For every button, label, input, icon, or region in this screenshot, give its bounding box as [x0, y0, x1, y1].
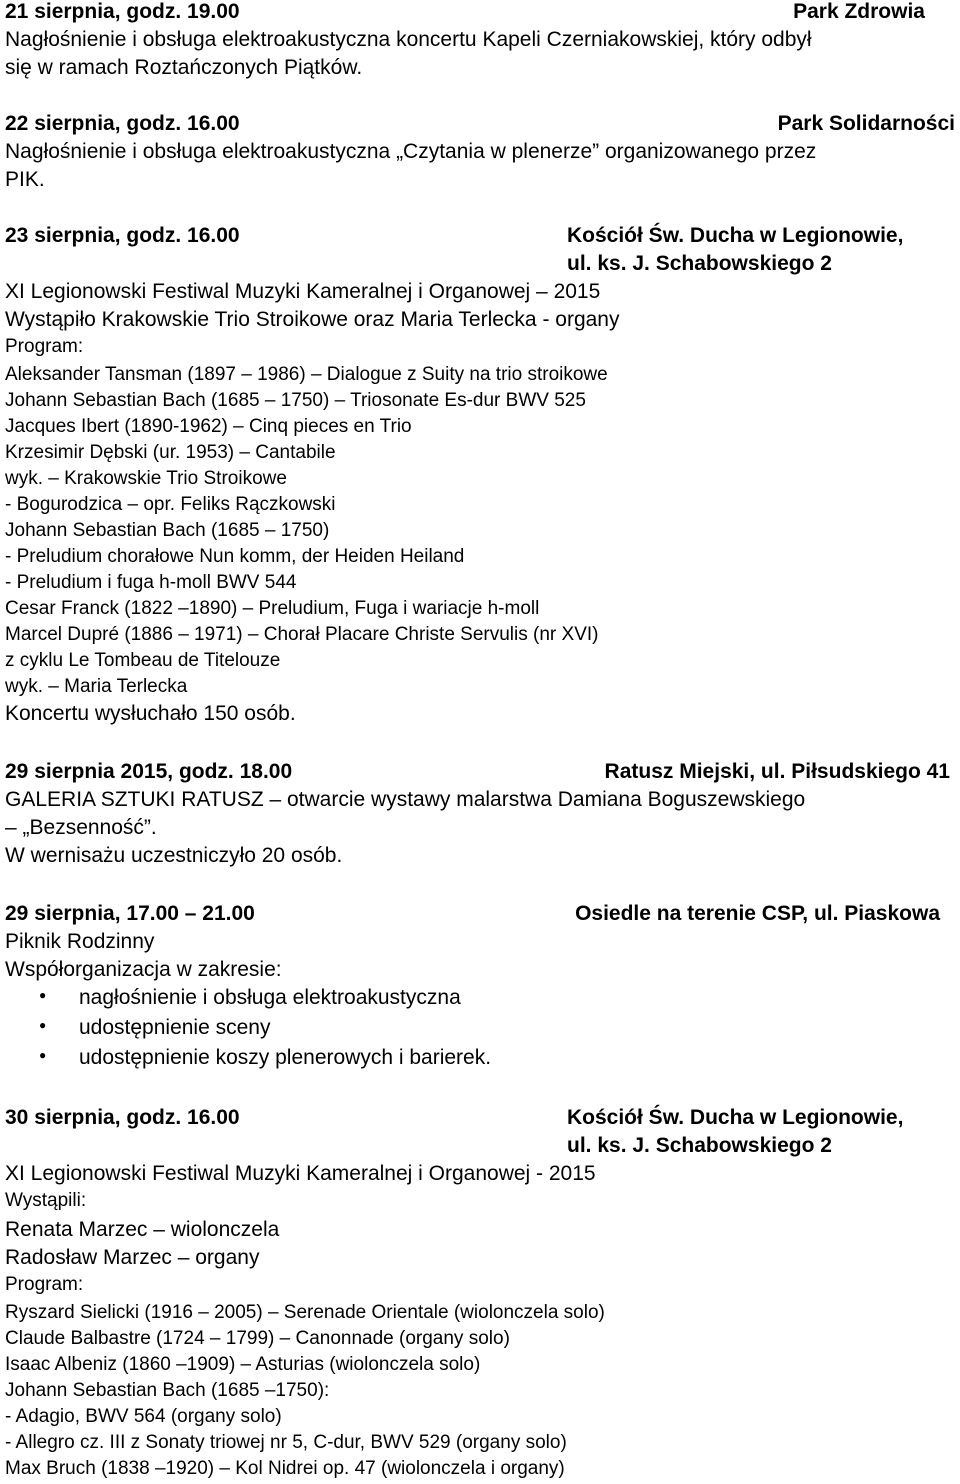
event-description: – „Bezsenność”.: [5, 816, 157, 839]
event-29-aug-gallery: [5, 760, 955, 872]
document-page: [5, 0, 955, 1484]
scope-label: Współorganizacja w zakresie:: [5, 958, 282, 981]
program-item: Marcel Dupré (1886 – 1971) – Chorał Placare Christe Servulis (nr XVI): [5, 624, 599, 645]
festival-name: XI Legionowski Festiwal Muzyki Kameralnej i Organowej – 2015: [5, 280, 601, 303]
event-date: 29 sierpnia 2015, godz. 18.00: [5, 760, 293, 783]
event-place: Kościół Św. Ducha w Legionowie,: [567, 1106, 904, 1129]
program-item: Ryszard Sielicki (1916 – 2005) – Serenade Orientale (wiolonczela solo): [5, 1302, 605, 1323]
performer: Radosław Marzec – organy: [5, 1246, 260, 1269]
program-item: Johann Sebastian Bach (1685 – 1750): [5, 520, 330, 541]
program-item: wyk. – Krakowskie Trio Stroikowe: [5, 468, 287, 489]
event-date: 22 sierpnia, godz. 16.00: [5, 112, 240, 135]
event-21-aug: [5, 0, 955, 84]
event-place: Park Zdrowia: [793, 0, 925, 23]
program-item: Isaac Albeniz (1860 –1909) – Asturias (wiolonczela solo): [5, 1354, 481, 1375]
program-item: Aleksander Tansman (1897 – 1986) – Dialogue z Suity na trio stroikowe: [5, 364, 608, 385]
event-title: Piknik Rodzinny: [5, 930, 155, 953]
list-item: ● udostępnienie sceny: [5, 1016, 955, 1046]
event-place: Park Solidarności: [777, 112, 955, 135]
event-description: Nagłośnienie i obsługa elektroakustyczna koncertu Kapeli Czerniakowskiej, który odbył: [5, 28, 812, 51]
event-date: 23 sierpnia, godz. 16.00: [5, 224, 240, 247]
program-item: - Preludium i fuga h-moll BWV 544: [5, 572, 297, 593]
program-label: Program:: [5, 336, 84, 357]
event-description: PIK.: [5, 168, 45, 191]
program-item: Max Bruch (1838 –1920) – Kol Nidrei op. 47 (wiolonczela i organy): [5, 1458, 565, 1479]
program-item: Johann Sebastian Bach (1685 –1750):: [5, 1380, 330, 1401]
event-place: Ratusz Miejski, ul. Piłsudskiego 41: [604, 760, 950, 783]
program-item: Jacques Ibert (1890-1962) – Cinq pieces en Trio: [5, 416, 412, 437]
program-item: wyk. – Maria Terlecka: [5, 676, 188, 697]
program-item: Claude Balbastre (1724 – 1799) – Canonnade (organy solo): [5, 1328, 510, 1349]
program-item: - Preludium chorałowe Nun komm, der Heiden Heiland: [5, 546, 465, 567]
festival-name: XI Legionowski Festiwal Muzyki Kameralnej i Organowej - 2015: [5, 1162, 596, 1185]
event-place: Kościół Św. Ducha w Legionowie,: [567, 224, 904, 247]
performers-label: Wystąpili:: [5, 1190, 87, 1211]
performer: Renata Marzec – wiolonczela: [5, 1218, 280, 1241]
event-address: ul. ks. J. Schabowskiego 2: [567, 1134, 832, 1157]
event-22-aug: [5, 112, 955, 196]
attendance: Koncertu wysłuchało 150 osób.: [5, 702, 296, 725]
event-date: 29 sierpnia, 17.00 – 21.00: [5, 902, 255, 925]
event-description: Nagłośnienie i obsługa elektroakustyczna „Czytania w plenerze” organizowanego przez: [5, 140, 817, 163]
program-item: - Adagio, BWV 564 (organy solo): [5, 1406, 282, 1427]
program-item: Krzesimir Dębski (ur. 1953) – Cantabile: [5, 442, 336, 463]
event-date: 21 sierpnia, godz. 19.00: [5, 0, 240, 23]
list-item: ● nagłośnienie i obsługa elektroakustyczna: [5, 986, 955, 1016]
event-29-aug-picnic: [5, 902, 955, 1076]
attendance: W wernisażu uczestniczyło 20 osób.: [5, 844, 343, 867]
event-description: się w ramach Roztańczonych Piątków.: [5, 56, 363, 79]
event-description: GALERIA SZTUKI RATUSZ – otwarcie wystawy malarstwa Damiana Boguszewskiego: [5, 788, 806, 811]
program-item: - Allegro cz. III z Sonaty triowej nr 5, C-dur, BWV 529 (organy solo): [5, 1432, 567, 1453]
program-item: - Bogurodzica – opr. Feliks Rączkowski: [5, 494, 336, 515]
event-23-aug: [5, 224, 955, 730]
event-date: 30 sierpnia, godz. 16.00: [5, 1106, 240, 1129]
program-label: Program:: [5, 1274, 84, 1295]
program-item: z cyklu Le Tombeau de Titelouze: [5, 650, 281, 671]
event-place: Osiedle na terenie CSP, ul. Piaskowa: [575, 902, 940, 925]
event-address: ul. ks. J. Schabowskiego 2: [567, 252, 832, 275]
program-item: Cesar Franck (1822 –1890) – Preludium, Fuga i wariacje h-moll: [5, 598, 540, 619]
event-30-aug: [5, 1106, 955, 1484]
program-item: Johann Sebastian Bach (1685 – 1750) – Triosonate Es-dur BWV 525: [5, 390, 586, 411]
list-item: ● udostępnienie koszy plenerowych i barierek.: [5, 1046, 955, 1076]
performers: Wystąpiło Krakowskie Trio Stroikowe oraz Maria Terlecka - organy: [5, 308, 620, 331]
